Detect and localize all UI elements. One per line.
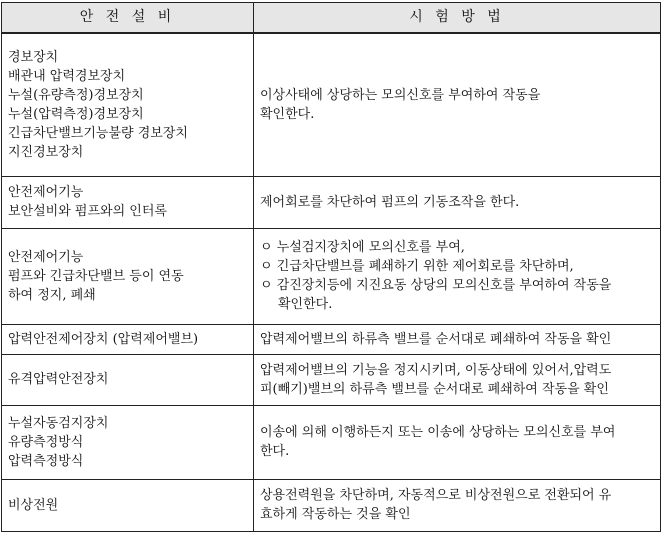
bullet-text: 감진장치등에 지진요동 상당의 모의신호를 부여하여 작동을 [276, 278, 612, 293]
bullet-item [260, 238, 654, 257]
method-line: 피(빼기)밸브의 하류측 밸브를 순서대로 폐쇄하여 작동을 확인 [260, 381, 609, 397]
method-line: 확인한다. [260, 106, 315, 122]
bullet-continuation: 확인한다. [278, 297, 333, 312]
equipment-line: 유격압력안전장치 [8, 372, 109, 387]
equipment-line: 지진경보장치 [8, 144, 84, 160]
method-line: 이송에 의해 이행하든지 또는 이송에 상당하는 모의신호를 부여 [260, 425, 616, 440]
table-row [2, 405, 661, 479]
method-cell [254, 324, 661, 354]
method-cell [254, 405, 661, 479]
table-row [2, 176, 661, 228]
method-line: 상용전력원을 차단하며, 자동적으로 비상전원으로 전환되어 유 [260, 488, 612, 503]
method-cell [254, 479, 661, 531]
equipment-line: 비상전원 [8, 497, 59, 513]
equipment-line: 안전제어기능 [8, 249, 84, 265]
bullet-mark: ㅇ [260, 278, 273, 293]
table-header-row [2, 3, 661, 34]
method-line: 한다. [260, 444, 290, 459]
equipment-line: 압력측정방식 [8, 453, 84, 469]
method-cell [254, 33, 661, 176]
method-cell [254, 228, 661, 324]
equipment-line: 유량측정방식 [8, 434, 84, 450]
bullet-mark: ㅇ [260, 240, 273, 255]
equipment-cell [2, 479, 254, 531]
method-line: 제어회로를 차단하여 펌프의 기동조작을 한다. [260, 194, 520, 210]
table-row [2, 354, 661, 405]
method-line: 압력제어밸브의 기능을 정지시키며, 이동상태에 있어서,압력도 [260, 362, 612, 378]
equipment-cell [2, 405, 254, 479]
method-cell [254, 354, 661, 405]
equipment-cell [2, 324, 254, 354]
header-method: 시 험 방 법 [254, 3, 661, 34]
equipment-line: 압력안전제어장치 (압력제어밸브) [8, 331, 199, 347]
equipment-cell [2, 354, 254, 405]
bullet-item [260, 276, 654, 295]
bullet-item [260, 257, 654, 276]
table-row [2, 228, 661, 324]
equipment-line: 누설(압력측정)경보장치 [8, 106, 144, 122]
equipment-line: 누설자동검지장치 [8, 415, 109, 431]
equipment-cell [2, 228, 254, 324]
equipment-line: 경보장치 [8, 49, 59, 65]
equipment-cell [2, 33, 254, 176]
equipment-line: 배관내 압력경보장치 [8, 68, 126, 84]
safety-equipment-table [1, 2, 661, 532]
table-row [2, 479, 661, 531]
table-row [2, 33, 661, 176]
method-line: 효하게 작동하는 것을 확인 [260, 507, 411, 522]
equipment-cell [2, 176, 254, 228]
bullet-text: 누설검지장치에 모의신호를 부여, [276, 240, 465, 255]
equipment-line: 보안설비와 펌프와의 인터록 [8, 204, 167, 219]
header-equipment: 안 전 설 비 [2, 3, 254, 34]
table-row [2, 324, 661, 354]
equipment-line: 긴급차단밸브기능불량 경보장치 [8, 125, 188, 141]
method-line: 이상사태에 상당하는 모의신호를 부여하여 작동을 [260, 87, 541, 103]
bullet-text: 긴급차단밸브를 폐쇄하기 위한 제어회로를 차단하며, [276, 259, 574, 274]
method-cell [254, 176, 661, 228]
equipment-line: 펌프와 긴급차단밸브 등이 연동 [8, 268, 184, 284]
bullet-mark: ㅇ [260, 259, 273, 274]
equipment-line: 하여 정지, 폐쇄 [8, 287, 96, 303]
equipment-line: 누설(유량측정)경보장치 [8, 87, 144, 103]
method-line: 압력제어밸브의 하류측 밸브를 순서대로 폐쇄하여 작동을 확인 [260, 331, 612, 347]
equipment-line: 안전제어기능 [8, 185, 84, 200]
